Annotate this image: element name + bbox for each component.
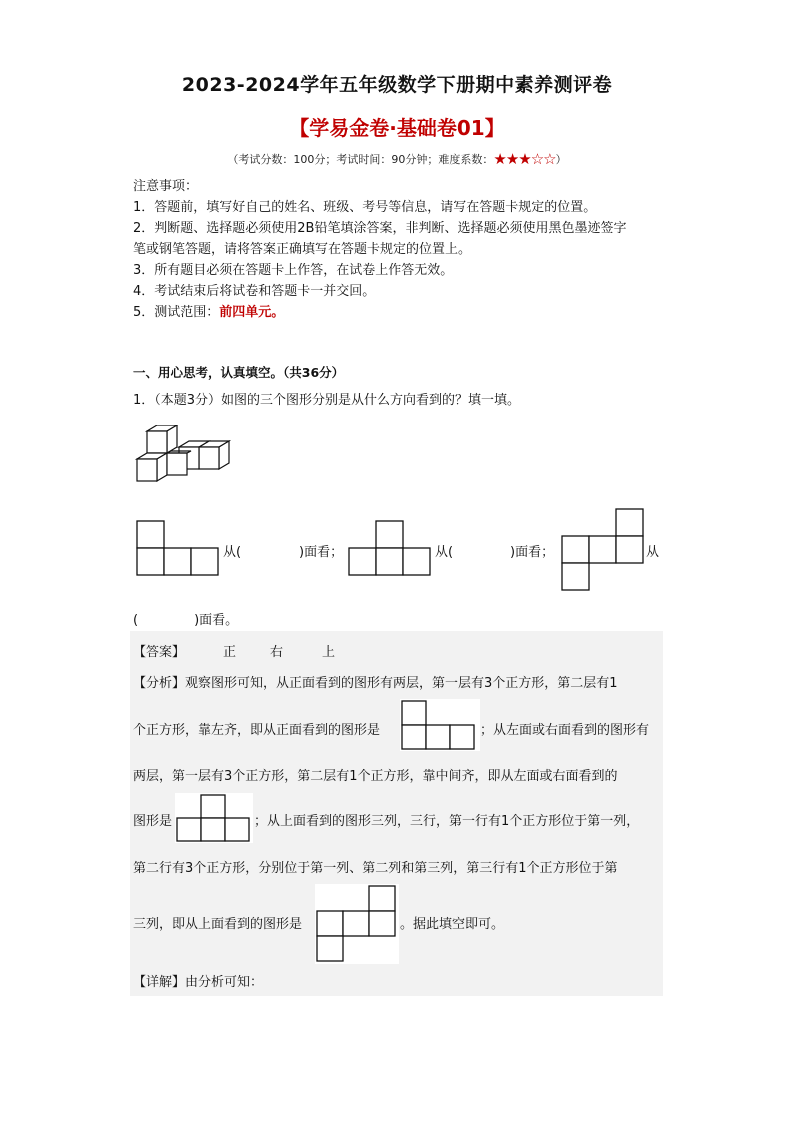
exam-title: 2023-2024学年五年级数学下册期中素养测评卷 [181, 74, 613, 96]
note-item: 4．考试结束后将试卷和答题卡一并交回。 [133, 284, 376, 299]
blank-1-close: )面看； [299, 545, 344, 560]
answer-value: 上 [322, 645, 336, 660]
note-item: 笔或钢笔答题，请将答案正确填写在答题卡规定的位置上。 [133, 242, 472, 257]
top-view-figure [561, 508, 647, 592]
analysis-line: ；从左面或右面看到的图形有 [480, 723, 650, 738]
blank-2-open: 从( [435, 545, 454, 560]
note-item: 2．判断题、选择题必须使用2B铅笔填涂答案，非判断、选择题必须使用黑色墨迹签字 [133, 221, 627, 236]
front-view-figure [136, 520, 222, 578]
test-scope: 前四单元。 [219, 305, 285, 320]
note-item: 3．所有题目必须在答题卡上作答，在试卷上作答无效。 [133, 263, 454, 278]
analysis-line: 图形是 [133, 814, 173, 829]
question-1-text: 1．（本题3分）如图的三个图形分别是从什么方向看到的？填一填。 [133, 393, 521, 408]
analysis-line: 个正方形，靠左齐，即从正面看到的图形是 [133, 723, 381, 738]
analysis-line: 三列，即从上面看到的图形是 [133, 917, 303, 932]
side-view-figure [348, 520, 434, 578]
info-prefix: （考试分数：100分；考试时间：90分钟；难度系数： [227, 153, 494, 166]
blank-1-open: 从( [223, 545, 242, 560]
answer-value: 正 [223, 645, 237, 660]
blank-2-close: )面看； [510, 545, 555, 560]
views-row [133, 505, 673, 590]
notes-block [133, 176, 673, 323]
info-suffix: ） [555, 153, 567, 166]
top-view-thumb [315, 884, 399, 964]
front-view-thumb [400, 699, 480, 751]
notes-heading: 注意事项： [133, 179, 199, 194]
analysis-line: ；从上面看到的图形三列，三行，第一行有1个正方形位于第一列， [254, 814, 640, 829]
section-heading: 一、用心思考，认真填空。（共36分） [133, 365, 345, 380]
answer-value: 右 [270, 645, 284, 660]
note-item: 5．测试范围：前四单元。 [133, 305, 285, 320]
blank-3-line: ( )面看。 [133, 613, 239, 628]
analysis-line: 【分析】观察图形可知，从正面看到的图形有两层，第一层有3个正方形，第二层有1 [133, 676, 618, 691]
difficulty-stars-icon: ★★★☆☆ [493, 150, 556, 168]
analysis-line: 第二行有3个正方形，分别位于第一列、第二列和第三列，第三行有1个正方形位于第 [133, 861, 618, 876]
side-view-thumb [175, 793, 253, 843]
blank-3-open: 从 [646, 545, 660, 560]
note-item: 1．答题前，填写好自己的姓名、班级、考号等信息，请写在答题卡规定的位置。 [133, 200, 597, 215]
exam-info [0, 150, 794, 168]
analysis-line: 两层，第一层有3个正方形，第二层有1个正方形，靠中间齐，即从左面或右面看到的 [133, 769, 618, 784]
answer-label: 【答案】 [133, 645, 186, 660]
analysis-line: 。据此填空即可。 [400, 917, 505, 932]
answer-block [130, 631, 663, 996]
cube-stack-figure [135, 425, 235, 487]
detail-line: 【详解】由分析可知： [133, 975, 264, 990]
exam-subtitle: 【学易金卷·基础卷01】 [289, 116, 505, 140]
